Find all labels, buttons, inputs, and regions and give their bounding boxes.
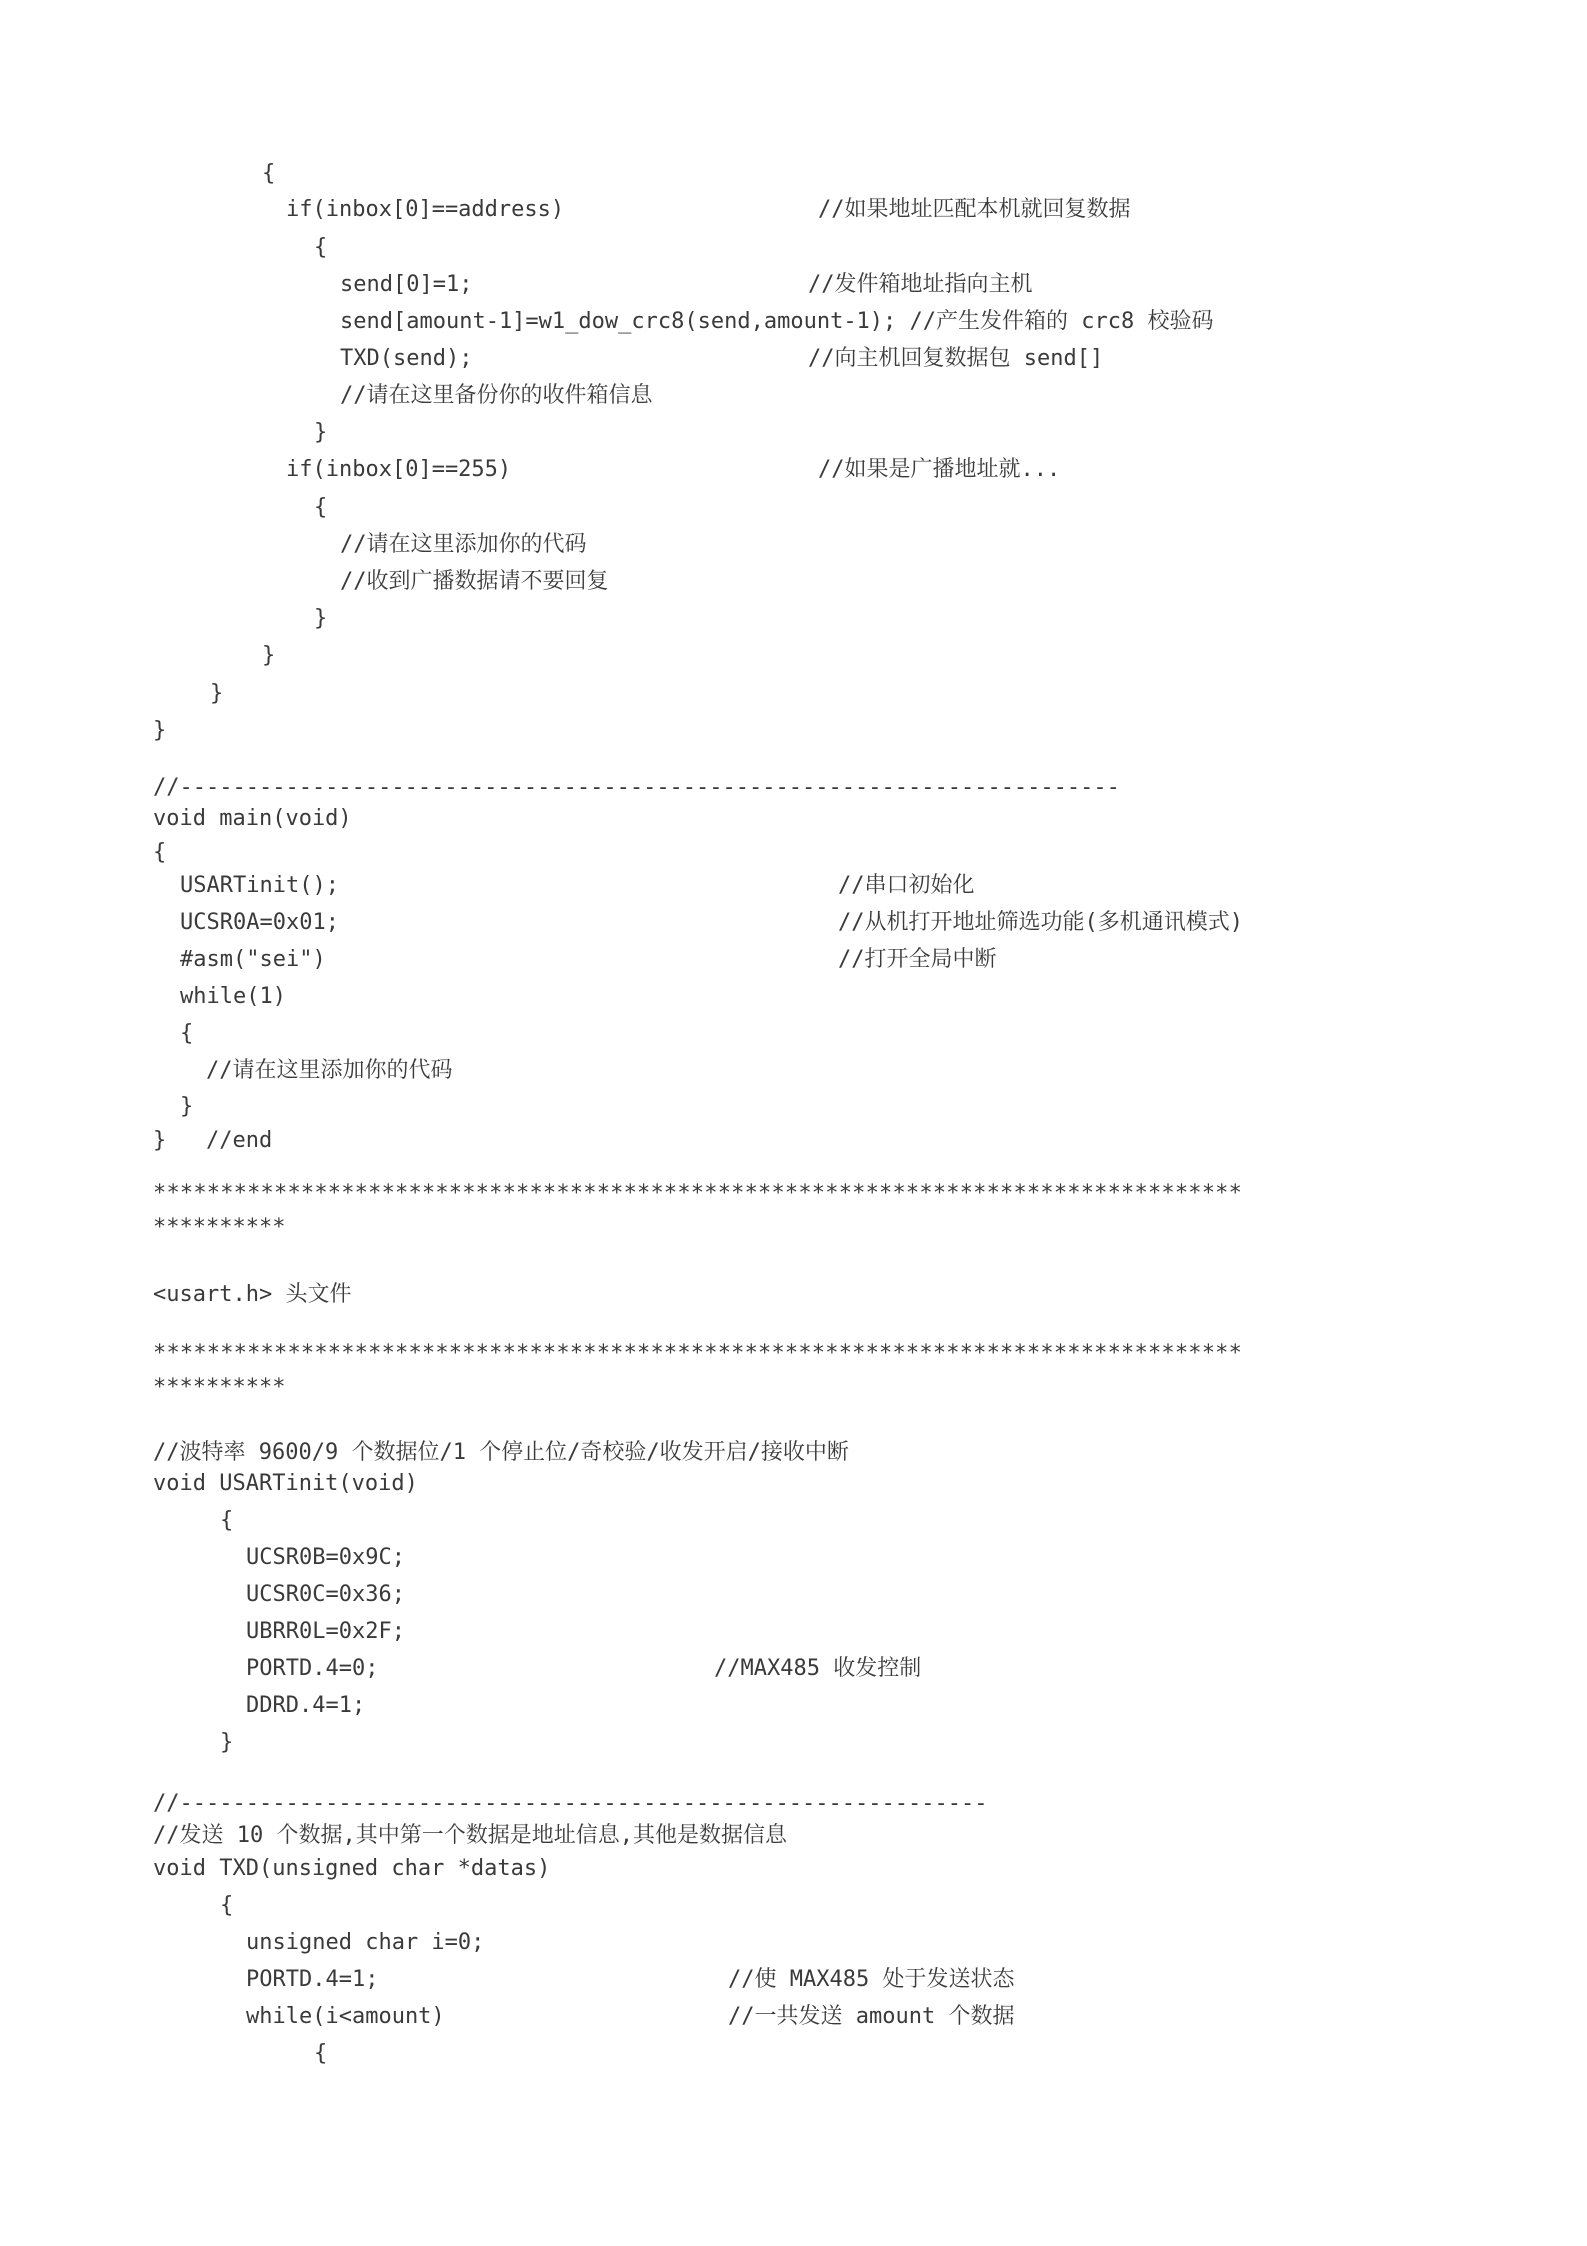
code-comment: //从机打开地址筛选功能(多机通讯模式): [838, 910, 1243, 935]
code-comment: //使 MAX485 处于发送状态: [728, 1967, 1015, 1992]
code-line: }: [262, 643, 276, 668]
code-line: }: [314, 420, 328, 445]
code-line: //请在这里添加你的代码: [340, 532, 587, 557]
code-line: {: [314, 2041, 328, 2066]
code-line: {: [220, 1508, 234, 1533]
star-divider-tail: **********: [153, 1375, 286, 1400]
code-line: }: [153, 718, 167, 743]
separator-line: //-------------------------------------------------------------: [153, 1791, 988, 1816]
code-line: }: [180, 1094, 194, 1119]
code-line: {: [180, 1021, 194, 1046]
code-line: DDRD.4=1;: [246, 1693, 366, 1718]
code-line: while(i<amount): [246, 2004, 445, 2029]
code-line: }: [220, 1730, 234, 1755]
code-comment: //打开全局中断: [838, 947, 997, 972]
section-heading: <usart.h> 头文件: [153, 1282, 352, 1307]
code-comment: //发送 10 个数据,其中第一个数据是地址信息,其他是数据信息: [153, 1823, 787, 1848]
code-line: PORTD.4=1;: [246, 1967, 379, 1992]
code-line: void main(void): [153, 806, 352, 831]
code-line: }: [210, 681, 224, 706]
code-line: UBRR0L=0x2F;: [246, 1619, 405, 1644]
star-divider: *********************************************************************************: [153, 1341, 1243, 1366]
code-line: {: [220, 1893, 234, 1918]
code-line: {: [262, 161, 276, 186]
code-line: USARTinit();: [180, 873, 339, 898]
code-line: UCSR0C=0x36;: [246, 1582, 405, 1607]
code-comment: //串口初始化: [838, 873, 975, 898]
code-line: send[amount-1]=w1_dow_crc8(send,amount-1); //产生发件箱的 crc8 校验码: [340, 309, 1214, 334]
code-comment: //发件箱地址指向主机: [808, 272, 1033, 297]
code-line: #asm("sei"): [180, 947, 326, 972]
code-comment: //向主机回复数据包 send[]: [808, 346, 1104, 371]
code-line: UCSR0B=0x9C;: [246, 1545, 405, 1570]
code-line: TXD(send);: [340, 346, 473, 371]
code-line: {: [314, 495, 328, 520]
code-line: if(inbox[0]==255): [286, 457, 512, 482]
code-comment: //波特率 9600/9 个数据位/1 个停止位/奇校验/收发开启/接收中断: [153, 1440, 849, 1465]
code-line: //请在这里添加你的代码: [206, 1058, 453, 1083]
code-line: //请在这里备份你的收件箱信息: [340, 383, 653, 408]
code-comment: //一共发送 amount 个数据: [728, 2004, 1015, 2029]
code-line: void TXD(unsigned char *datas): [153, 1856, 551, 1881]
code-line: } //end: [153, 1128, 273, 1153]
code-comment: //MAX485 收发控制: [714, 1656, 922, 1681]
code-line: void USARTinit(void): [153, 1471, 418, 1496]
separator-line: //-----------------------------------------------------------------------: [153, 775, 1120, 800]
code-line: if(inbox[0]==address): [286, 197, 565, 222]
star-divider-tail: **********: [153, 1215, 286, 1240]
code-line: send[0]=1;: [340, 272, 473, 297]
code-line: PORTD.4=0;: [246, 1656, 379, 1681]
code-line: //收到广播数据请不要回复: [340, 569, 609, 594]
star-divider: *********************************************************************************: [153, 1181, 1243, 1206]
code-comment: //如果地址匹配本机就回复数据: [818, 197, 1131, 222]
code-line: {: [314, 235, 328, 260]
code-line: while(1): [180, 984, 286, 1009]
code-comment: //如果是广播地址就...: [818, 457, 1061, 482]
code-line: UCSR0A=0x01;: [180, 910, 339, 935]
code-line: unsigned char i=0;: [246, 1930, 485, 1955]
code-line: }: [314, 606, 328, 631]
code-line: {: [153, 840, 167, 865]
